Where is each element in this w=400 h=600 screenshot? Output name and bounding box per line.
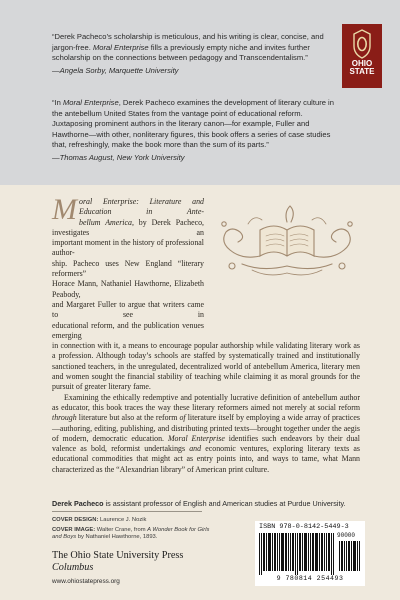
description-line: educational reform, and the publication venues emerging xyxy=(52,320,204,340)
publisher-city: Columbus xyxy=(52,562,94,573)
description-line: and Margaret Fuller to argue that writers came to see in xyxy=(52,299,204,320)
description-line: Horace Mann, Nathaniel Hawthorne, Elizabeth Peabody, xyxy=(52,279,204,299)
drop-cap: M xyxy=(52,193,77,226)
praise-quote-august xyxy=(52,98,334,163)
publisher-name: The Ohio State University Press xyxy=(52,550,184,561)
quote-attribution: —Angela Sorby, Marquette University xyxy=(52,65,179,75)
description-line: ship. Pacheco uses New England “literary reformers” xyxy=(52,258,204,279)
description-line: oral Enterprise: Literature and Education in Ante- xyxy=(79,197,204,217)
quote-attribution: —Thomas August, New York University xyxy=(52,152,185,162)
ean-barcode-icon xyxy=(259,533,335,575)
publisher-website: www.ohiostatepress.org xyxy=(52,578,120,585)
description-line: bellum America, by Derek Pacheco, investigates an xyxy=(52,217,204,237)
cover-design-credit: COVER DESIGN: Laurence J. Nozik xyxy=(52,517,147,523)
barcode-number: 9 780814 254493 xyxy=(276,575,344,582)
description-line: important moment in the history of professional author- xyxy=(52,238,204,258)
logo-text-state: STATE xyxy=(349,67,375,76)
book-description xyxy=(52,193,360,475)
author-bio xyxy=(52,499,362,508)
ohio-state-seal-icon xyxy=(352,29,372,59)
description-paragraph-2: Examining the ethically redemptive and potentially lucrative definition of antebellum author as educator, this book traces the way these literary reformers aimed not merely at social reform through literature but also at the reform of literature itself by employing a wide array of practices—authoring, editing, publishing, and distributing printed texts—brought together under the aegis of modern, democratic education. Moral Enterprise identifies such endeavors by their dual valence as bold, reformist undertakings and economic ventures, exploring literary texts as educational commodities that might act as entry points into, and ways to tame, what Mann characterized as the “Alexandrian library” of American print culture. xyxy=(52,392,360,474)
supplemental-barcode-icon xyxy=(339,541,361,571)
quote-text: “Derek Pacheco’s scholarship is meticulous, and his writing is clear, concise, and jargon-free. Moral Enterprise fills a previously empty niche and invites further scholarship on the connections between pedagogy and Transcendentalism.” xyxy=(52,32,324,62)
logo-text-ohio: OHIO xyxy=(351,59,373,68)
price-code: 90000 xyxy=(337,532,356,539)
quote-text: “In Moral Enterprise, Derek Pacheco examines the development of literary culture in the antebellum United States from the vantage point of educational reform. Juxtaposing prominent authors in the literary canon—for example, Fuller and Hawthorne—with other, nonliterary figures, this book offers a series of case studies that, refreshingly, make the book more than the sum of its parts.” xyxy=(52,98,334,149)
description-paragraph-1-rest: in connection with it, a means to encourage popular authorship while validating literary work as a profession. Although today’s schools are staffed by systematically trained and institutionally sanctioned teachers, in the unregulated, decentralized world of antebellum America, literary men and women sought the financial stability of teaching while claiming it as moral grounds for the pursuit of greater literary fame. xyxy=(52,341,360,392)
publisher-imprint xyxy=(52,550,183,574)
author-bio-text: is assistant professor of English and American studies at Purdue University. xyxy=(103,499,346,508)
ohio-state-logo xyxy=(342,24,382,88)
praise-quote-sorby xyxy=(52,32,334,76)
isbn-text: ISBN 978-0-8142-5449-3 xyxy=(259,523,349,531)
author-name: Derek Pacheco xyxy=(52,499,104,508)
isbn-barcode xyxy=(255,521,365,586)
cover-image-credit: COVER IMAGE: Walter Crane, from A Wonder Book for Girls and Boys by Nathaniel Hawthorne, 1893. xyxy=(52,527,210,541)
divider xyxy=(52,511,202,512)
